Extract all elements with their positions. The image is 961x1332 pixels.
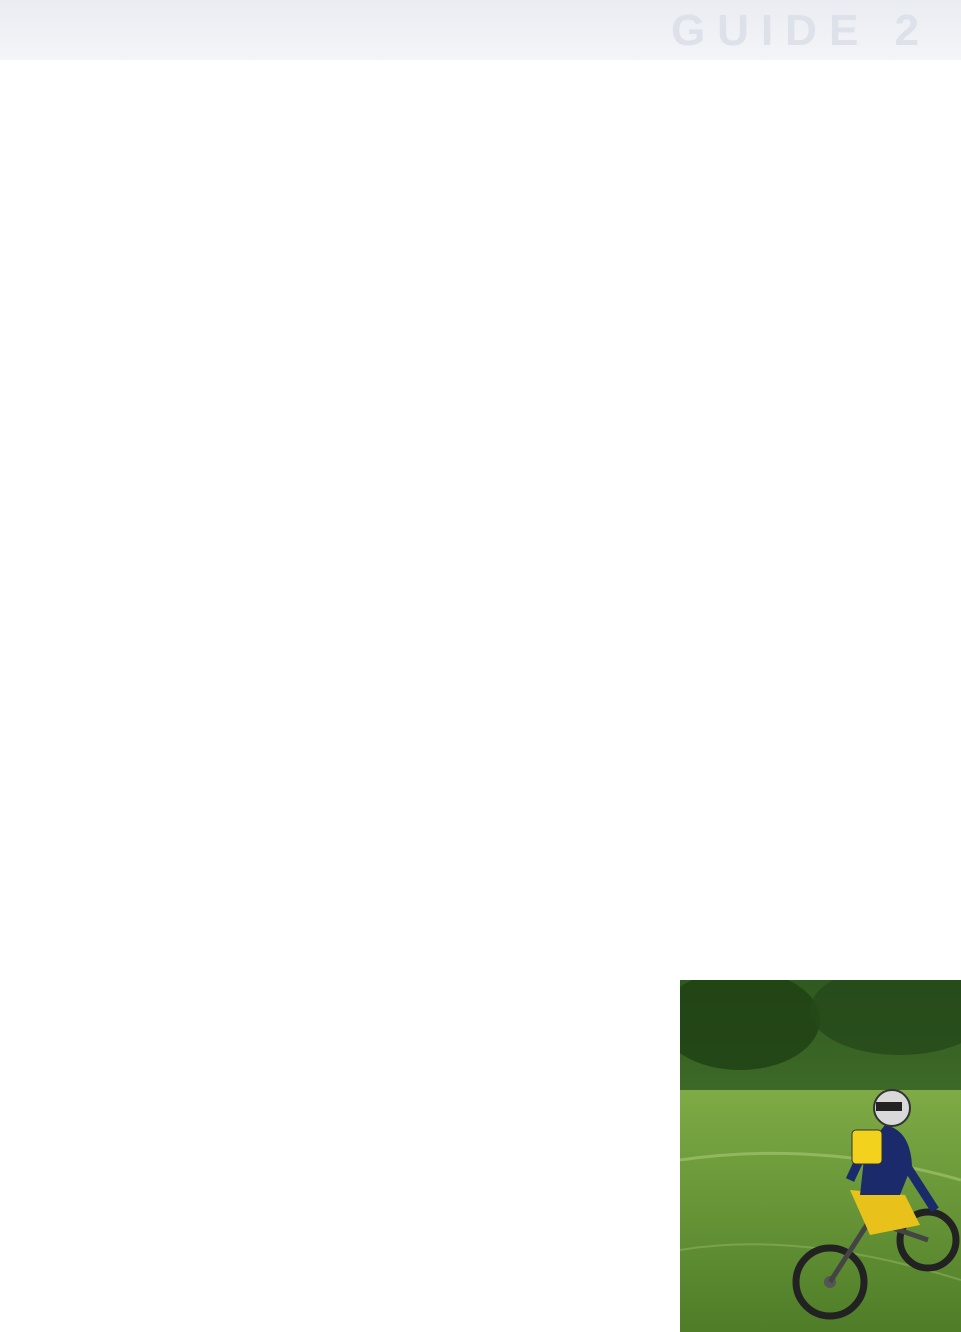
header-watermark: GUIDE 2: [670, 6, 931, 55]
photo-illustration: [680, 980, 961, 1332]
long-track-photo: [680, 980, 961, 1332]
header-strip: [0, 0, 961, 60]
column-4: [684, 70, 888, 79]
column-3: [462, 70, 676, 76]
